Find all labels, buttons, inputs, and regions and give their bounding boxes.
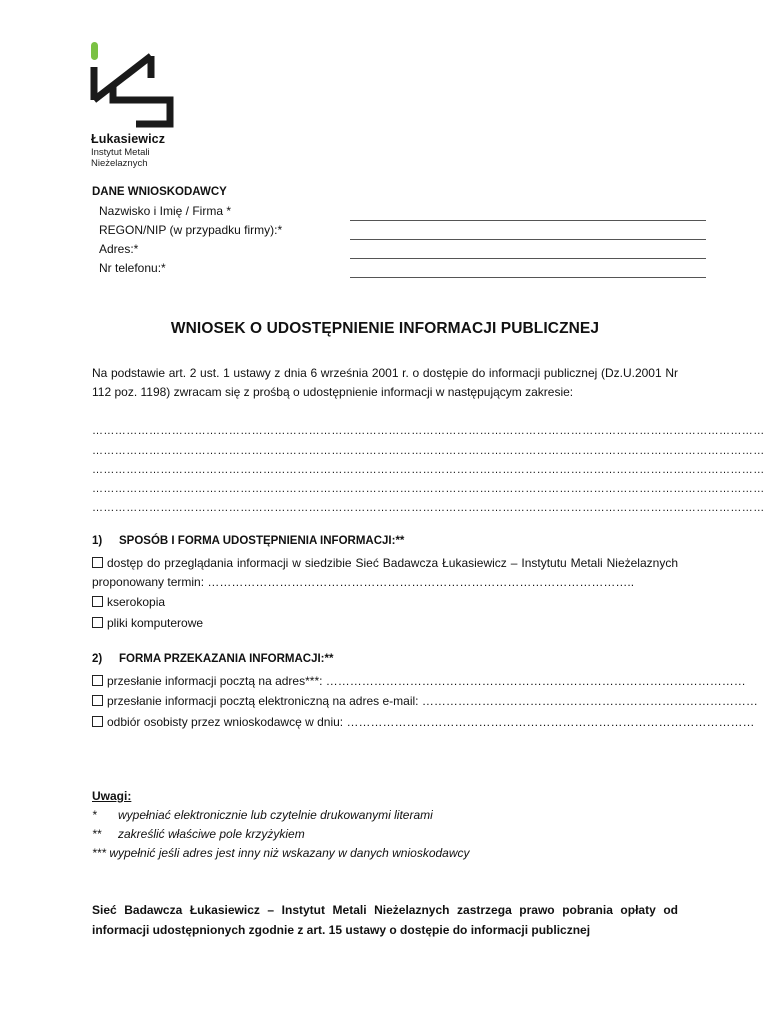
- note-item: [92, 827, 305, 841]
- note-text: wypełniać elektronicznie lub czytelnie drukowanymi literami: [118, 808, 433, 822]
- checkbox-icon[interactable]: [92, 675, 103, 686]
- option-text: przesłanie informacji pocztą elektroniczną na adres e-mail: …………………………………………………………………………: [107, 694, 758, 708]
- section1-option1: [92, 554, 678, 592]
- section2-number: 2): [92, 653, 103, 665]
- applicant-heading: DANE WNIOSKODAWCY: [92, 186, 227, 198]
- section1-title-text: SPOSÓB I FORMA UDOSTĘPNIENIA INFORMACJI:**: [119, 535, 405, 547]
- field-label: Nr telefonu:*: [99, 261, 166, 275]
- applicant-field-phone: [92, 260, 712, 279]
- logo-mark-icon: [88, 40, 178, 130]
- intro-paragraph: Na podstawie art. 2 ust. 1 ustawy z dnia 6 września 2001 r. o dostępie do informacji publicznej (Dz.U.2001 Nr 112 poz. 1198) zwracam się z prośbą o udostępnienie informacji w następującym zakresie:: [92, 366, 678, 399]
- applicant-field-name: [92, 203, 712, 222]
- lukasiewicz-logo: [88, 40, 178, 172]
- logo-accent-bar: [91, 42, 98, 60]
- document-title: WNIOSEK O UDOSTĘPNIENIE INFORMACJI PUBLICZNEJ: [170, 320, 600, 337]
- scope-dotted-line[interactable]: ……………………………………………………………………………………………………………………………………………………………: [92, 483, 765, 495]
- name-input-line[interactable]: [350, 220, 706, 221]
- applicant-field-address: [92, 241, 712, 260]
- section1-option2: [92, 593, 678, 612]
- logo-name: Łukasiewicz: [91, 132, 166, 146]
- section2-title: [92, 653, 333, 665]
- section2-option2: [92, 692, 758, 711]
- note-text: zakreślić właściwe pole krzyżykiem: [118, 827, 305, 841]
- note-item: [92, 846, 470, 860]
- regon-input-line[interactable]: [350, 239, 706, 240]
- applicant-section: [92, 184, 712, 279]
- logo-subtitle-line1: Instytut Metali: [91, 147, 150, 158]
- section2-title-text: FORMA PRZEKAZANIA INFORMACJI:**: [119, 653, 334, 665]
- note-mark: *: [92, 808, 97, 822]
- option-text: dostęp do przeglądania informacji w siedzibie Sieć Badawcza Łukasiewicz – Instytutu Metali Nieżelaznych proponowany termin: ……………………………………………………………………………………………..: [92, 556, 678, 589]
- scope-dotted-line[interactable]: ……………………………………………………………………………………………………………………………………………………………: [92, 502, 765, 514]
- field-label: REGON/NIP (w przypadku firmy):*: [99, 223, 283, 237]
- section1-number: 1): [92, 535, 103, 547]
- applicant-field-regon: [92, 222, 712, 241]
- note-mark: **: [92, 827, 102, 841]
- checkbox-icon[interactable]: [92, 617, 103, 628]
- address-input-line[interactable]: [350, 258, 706, 259]
- section1-title: [92, 535, 404, 547]
- section2-option1: [92, 672, 746, 691]
- option-text: przesłanie informacji pocztą na adres***: ……………………………………………………………………………………………: [107, 674, 746, 688]
- note-text: *** wypełnić jeśli adres jest inny niż wskazany w danych wnioskodawcy: [92, 846, 470, 860]
- checkbox-icon[interactable]: [92, 695, 103, 706]
- checkbox-icon[interactable]: [92, 596, 103, 607]
- scope-dotted-line[interactable]: ……………………………………………………………………………………………………………………………………………………………: [92, 464, 765, 476]
- notes-title: Uwagi:: [92, 789, 132, 803]
- option-text: pliki komputerowe: [107, 616, 204, 630]
- logo-subtitle-line2: Nieżelaznych: [91, 158, 148, 169]
- scope-dotted-line[interactable]: ……………………………………………………………………………………………………………………………………………………………: [92, 445, 765, 457]
- checkbox-icon[interactable]: [92, 716, 103, 727]
- section2-option3: [92, 713, 755, 732]
- field-label: Nazwisko i Imię / Firma *: [99, 204, 232, 218]
- note-item: [92, 808, 433, 822]
- fee-notice: Sieć Badawcza Łukasiewicz – Instytut Metali Nieżelaznych zastrzega prawo pobrania opłaty od informacji udostępnionych zgodnie z art. 15 ustawy o dostępie do informacji publicznej: [92, 903, 678, 937]
- scope-dotted-line[interactable]: ……………………………………………………………………………………………………………………………………………………………: [92, 425, 765, 437]
- section1-option3: [92, 614, 678, 633]
- option-text: kserokopia: [107, 595, 166, 609]
- phone-input-line[interactable]: [350, 277, 706, 278]
- option-text: odbiór osobisty przez wnioskodawcę w dniu: …………………………………………………………………………………………: [107, 715, 755, 729]
- field-label: Adres:*: [99, 242, 139, 256]
- checkbox-icon[interactable]: [92, 557, 103, 568]
